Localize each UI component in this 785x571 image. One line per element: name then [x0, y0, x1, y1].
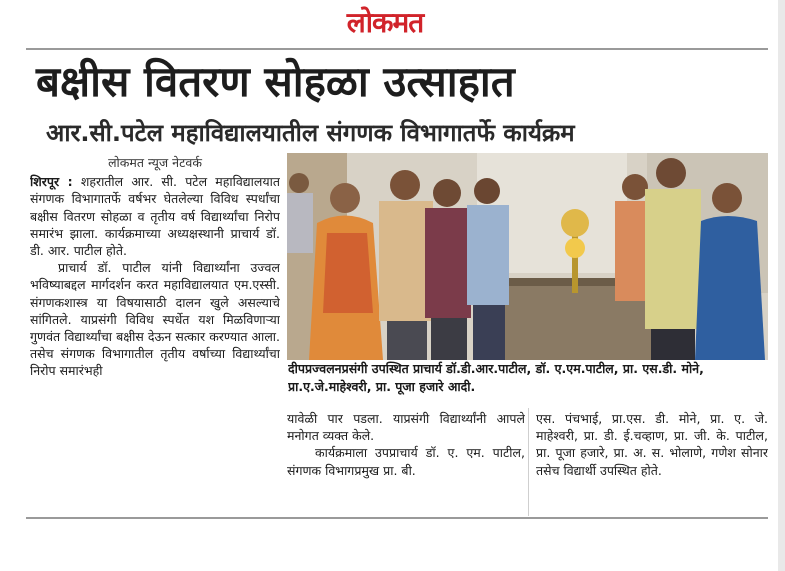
paragraph: कार्यक्रमाला उपप्राचार्य डॉ. ए. एम. पाटील, संगणक विभागप्रमुख प्रा. बी. [287, 445, 525, 478]
photo-caption: दीपप्रज्वलनप्रसंगी उपस्थित प्राचार्य डॉ.डी.आर.पाटील, डॉ. ए.एम.पाटील, प्रा. एस.डी. मोने, प्रा.ए.जे.माहेश्वरी, प्रा. पूजा हजारे आदी. [288, 361, 704, 394]
lead-paragraph-text: शहरातील आर. सी. पटेल महाविद्यालयात संगणक विभागातर्फे वर्षभर घेतलेल्या विविध स्पर्धांचा बक्षीस वितरण सोहळा व तृतीय वर्ष विद्यार्थ्यांचा निरोप समारंभ झाला. कार्यक्रमाच्या अध्यक्षस्थानी प्राचार्य डॉ. डी. आर. पाटील होते. [30, 174, 280, 259]
paragraph: एस. पंचभाई, प्रा.एस. डी. मोने, प्रा. ए. जे. माहेश्वरी, प्रा. डी. ई.चव्हाण, प्रा. जी. के. पाटील, प्रा. पूजा हजारे, प्रा. अ. स. भोलाणे, गणेश सोनार तसेच विद्यार्थी उपस्थित होते. [536, 411, 768, 478]
article-column-1 [30, 154, 280, 516]
subheadline: आर.सी.पटेल महाविद्यालयातील संगणक विभागातर्फे कार्यक्रम [46, 119, 575, 147]
event-photo-illustration [287, 153, 768, 360]
article-column-2 [287, 410, 525, 516]
byline: लोकमत न्यूज नेटवर्क [108, 155, 202, 170]
top-rule [26, 48, 768, 50]
page-edge [778, 0, 785, 571]
paragraph: यावेळी पार पडला. याप्रसंगी विद्यार्थ्यांनी आपले मनोगत व्यक्त केले. [287, 411, 525, 444]
lead-paragraph [30, 173, 280, 259]
headline: बक्षीस वितरण सोहळा उत्साहात [36, 57, 515, 106]
column-divider [528, 408, 529, 516]
article-column-3 [536, 410, 768, 516]
event-photo [287, 153, 768, 360]
paragraph: प्राचार्य डॉ. पाटील यांनी विद्यार्थ्यांना उज्वल भविष्याबद्दल मार्गदर्शन करत महाविद्यालयात एम.एस्सी. संगणकशास्त्र या विषयासाठी दालन खुले असल्याचे सांगितले. याप्रसंगी विविध स्पर्धेत यश मिळविणाऱ्या गुणवंत विद्यार्थ्यांचा बक्षीस देऊन सत्कार करण्यात आला. तसेच संगणक विभागातील तृतीय वर्षाच्या विद्यार्थ्यांचा निरोप समारंभही [30, 260, 280, 379]
dateline: शिरपूर : [30, 174, 73, 190]
bottom-rule [26, 517, 768, 519]
masthead-logo: लोकमत [346, 6, 424, 39]
